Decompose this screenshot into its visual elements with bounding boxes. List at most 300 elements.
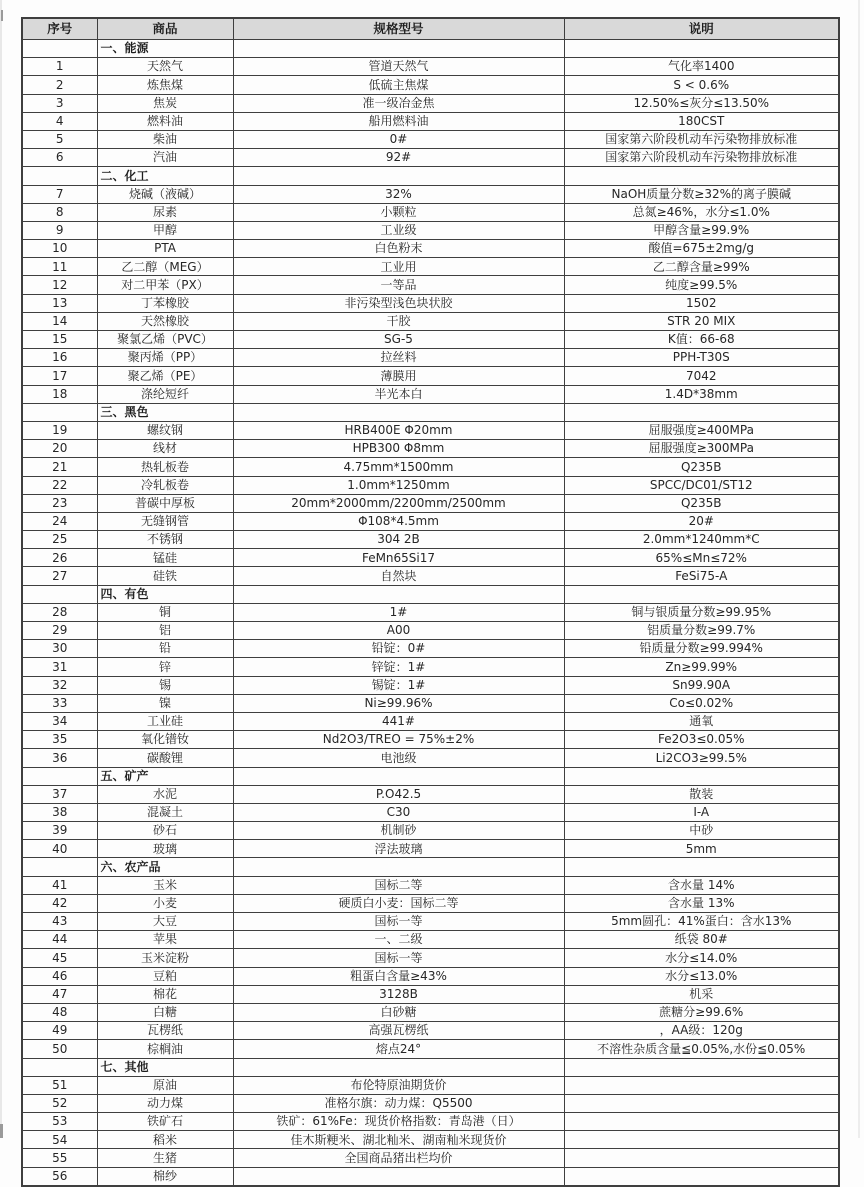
commodity-cell: 线材 bbox=[97, 440, 233, 458]
section-empty-cell bbox=[22, 585, 97, 603]
section-title-cell: 五、矿产 bbox=[97, 767, 233, 785]
spec-cell: 3128B bbox=[233, 985, 564, 1003]
commodity-cell: 聚氯乙烯（PVC） bbox=[97, 331, 233, 349]
section-row bbox=[22, 1058, 839, 1076]
spec-cell: 锌锭：1# bbox=[233, 658, 564, 676]
row-number-cell: 55 bbox=[22, 1149, 97, 1167]
row-number-cell: 31 bbox=[22, 658, 97, 676]
spec-cell: 管道天然气 bbox=[233, 58, 564, 76]
commodity-cell: 小麦 bbox=[97, 894, 233, 912]
commodity-cell: 冷轧板卷 bbox=[97, 476, 233, 494]
table-row bbox=[22, 331, 839, 349]
note-cell: Sn99.90A bbox=[564, 676, 839, 694]
table-row bbox=[22, 1131, 839, 1149]
note-cell bbox=[564, 1131, 839, 1149]
row-number-cell: 34 bbox=[22, 712, 97, 730]
table-row bbox=[22, 349, 839, 367]
page-left-bottom-mark bbox=[0, 1124, 3, 1138]
commodity-cell: 稻米 bbox=[97, 1131, 233, 1149]
spec-cell: 浮法玻璃 bbox=[233, 840, 564, 858]
spec-cell: 441# bbox=[233, 712, 564, 730]
spec-cell: 国标一等 bbox=[233, 913, 564, 931]
note-cell: 含水量 14% bbox=[564, 876, 839, 894]
row-number-cell: 17 bbox=[22, 367, 97, 385]
table-row bbox=[22, 1003, 839, 1021]
row-number-cell: 32 bbox=[22, 676, 97, 694]
note-cell: 屈服强度≥400MPa bbox=[564, 421, 839, 439]
commodity-cell: 锌 bbox=[97, 658, 233, 676]
note-cell: 乙二醇含量≥99% bbox=[564, 258, 839, 276]
spec-cell: 高强瓦楞纸 bbox=[233, 1022, 564, 1040]
note-cell: K值：66-68 bbox=[564, 331, 839, 349]
note-cell bbox=[564, 1167, 839, 1186]
spec-cell: 工业用 bbox=[233, 258, 564, 276]
row-number-cell: 42 bbox=[22, 894, 97, 912]
table-row bbox=[22, 1076, 839, 1094]
spec-cell: 4.75mm*1500mm bbox=[233, 458, 564, 476]
table-row bbox=[22, 658, 839, 676]
table-row bbox=[22, 622, 839, 640]
header-serial: 序号 bbox=[22, 18, 97, 40]
section-empty-cell bbox=[22, 403, 97, 421]
row-number-cell: 46 bbox=[22, 967, 97, 985]
section-empty-cell bbox=[233, 167, 564, 185]
spec-cell: 准格尔旗：动力煤：Q5500 bbox=[233, 1094, 564, 1112]
row-number-cell: 14 bbox=[22, 312, 97, 330]
table-row bbox=[22, 258, 839, 276]
row-number-cell: 51 bbox=[22, 1076, 97, 1094]
row-number-cell: 45 bbox=[22, 949, 97, 967]
table-row bbox=[22, 385, 839, 403]
row-number-cell: 21 bbox=[22, 458, 97, 476]
spec-cell: Nd2O3/TREO = 75%±2% bbox=[233, 731, 564, 749]
spec-cell: 电池级 bbox=[233, 749, 564, 767]
note-cell: 铜与银质量分数≥99.95% bbox=[564, 603, 839, 621]
table-row bbox=[22, 1167, 839, 1186]
commodity-cell: 炼焦煤 bbox=[97, 76, 233, 94]
spec-cell bbox=[233, 1167, 564, 1186]
section-empty-cell bbox=[233, 40, 564, 58]
spec-cell: 熔点24° bbox=[233, 1040, 564, 1058]
spec-cell: 白砂糖 bbox=[233, 1003, 564, 1021]
row-number-cell: 19 bbox=[22, 421, 97, 439]
table-row bbox=[22, 1094, 839, 1112]
row-number-cell: 29 bbox=[22, 622, 97, 640]
table-row bbox=[22, 367, 839, 385]
table-header bbox=[22, 18, 839, 40]
spec-cell: 国标一等 bbox=[233, 949, 564, 967]
table-row bbox=[22, 931, 839, 949]
commodity-cell: 天然气 bbox=[97, 58, 233, 76]
spec-cell: HRB400E Φ20mm bbox=[233, 421, 564, 439]
row-number-cell: 23 bbox=[22, 494, 97, 512]
spec-cell: 布伦特原油期货价 bbox=[233, 1076, 564, 1094]
spec-cell: 工业级 bbox=[233, 221, 564, 239]
table-row bbox=[22, 276, 839, 294]
note-cell: Q235B bbox=[564, 494, 839, 512]
spec-cell: 1.0mm*1250mm bbox=[233, 476, 564, 494]
commodity-cell: 天然橡胶 bbox=[97, 312, 233, 330]
spec-cell: Φ108*4.5mm bbox=[233, 512, 564, 530]
note-cell: ，AA级：120g bbox=[564, 1022, 839, 1040]
row-number-cell: 49 bbox=[22, 1022, 97, 1040]
commodity-cell: 白糖 bbox=[97, 1003, 233, 1021]
spec-cell: 铅锭：0# bbox=[233, 640, 564, 658]
spec-cell: 半光本白 bbox=[233, 385, 564, 403]
note-cell: 甲醇含量≥99.9% bbox=[564, 221, 839, 239]
table-row bbox=[22, 130, 839, 148]
spec-cell: 1# bbox=[233, 603, 564, 621]
commodity-cell: 棉花 bbox=[97, 985, 233, 1003]
note-cell bbox=[564, 1094, 839, 1112]
commodity-cell: 瓦楞纸 bbox=[97, 1022, 233, 1040]
spec-cell: 锡锭：1# bbox=[233, 676, 564, 694]
spec-cell: 白色粉末 bbox=[233, 240, 564, 258]
row-number-cell: 16 bbox=[22, 349, 97, 367]
commodity-cell: 铅 bbox=[97, 640, 233, 658]
commodity-cell: 锰硅 bbox=[97, 549, 233, 567]
commodity-cell: 硅铁 bbox=[97, 567, 233, 585]
header-note: 说明 bbox=[564, 18, 839, 40]
section-title-cell: 四、有色 bbox=[97, 585, 233, 603]
row-number-cell: 2 bbox=[22, 76, 97, 94]
commodity-cell: 棉纱 bbox=[97, 1167, 233, 1186]
spec-cell: 一等品 bbox=[233, 276, 564, 294]
commodity-cell: 聚乙烯（PE） bbox=[97, 367, 233, 385]
row-number-cell: 53 bbox=[22, 1113, 97, 1131]
row-number-cell: 12 bbox=[22, 276, 97, 294]
table-row bbox=[22, 512, 839, 530]
commodity-cell: 混凝土 bbox=[97, 803, 233, 821]
spec-cell: C30 bbox=[233, 803, 564, 821]
table-row bbox=[22, 603, 839, 621]
commodity-cell: 玻璃 bbox=[97, 840, 233, 858]
commodity-cell: 水泥 bbox=[97, 785, 233, 803]
spec-cell: 自然块 bbox=[233, 567, 564, 585]
section-row bbox=[22, 403, 839, 421]
row-number-cell: 20 bbox=[22, 440, 97, 458]
commodity-cell: 玉米 bbox=[97, 876, 233, 894]
note-cell: PPH-T30S bbox=[564, 349, 839, 367]
row-number-cell: 25 bbox=[22, 531, 97, 549]
row-number-cell: 15 bbox=[22, 331, 97, 349]
table-row bbox=[22, 458, 839, 476]
note-cell: Zn≥99.99% bbox=[564, 658, 839, 676]
note-cell: 纸袋 80# bbox=[564, 931, 839, 949]
spec-cell: FeMn65Si17 bbox=[233, 549, 564, 567]
commodity-cell: 燃料油 bbox=[97, 112, 233, 130]
row-number-cell: 43 bbox=[22, 913, 97, 931]
note-cell: 酸值=675±2mg/g bbox=[564, 240, 839, 258]
table-row bbox=[22, 894, 839, 912]
note-cell: Co≤0.02% bbox=[564, 694, 839, 712]
note-cell: 1502 bbox=[564, 294, 839, 312]
commodity-cell: 螺纹钢 bbox=[97, 421, 233, 439]
table-row bbox=[22, 985, 839, 1003]
note-cell: 5mm bbox=[564, 840, 839, 858]
note-cell: 1.4D*38mm bbox=[564, 385, 839, 403]
commodity-cell: 焦炭 bbox=[97, 94, 233, 112]
note-cell: 65%≤Mn≤72% bbox=[564, 549, 839, 567]
note-cell: 含水量 13% bbox=[564, 894, 839, 912]
section-empty-cell bbox=[233, 767, 564, 785]
row-number-cell: 10 bbox=[22, 240, 97, 258]
spec-cell: Ni≥99.96% bbox=[233, 694, 564, 712]
section-empty-cell bbox=[22, 767, 97, 785]
section-empty-cell bbox=[22, 40, 97, 58]
note-cell: 通氧 bbox=[564, 712, 839, 730]
section-empty-cell bbox=[233, 585, 564, 603]
header-commodity: 商品 bbox=[97, 18, 233, 40]
commodity-cell: 苹果 bbox=[97, 931, 233, 949]
table-row bbox=[22, 712, 839, 730]
table-row bbox=[22, 731, 839, 749]
section-empty-cell bbox=[233, 858, 564, 876]
section-row bbox=[22, 40, 839, 58]
commodity-spec-table bbox=[21, 17, 840, 1187]
commodity-cell: 烧碱（液碱） bbox=[97, 185, 233, 203]
row-number-cell: 39 bbox=[22, 822, 97, 840]
table-row bbox=[22, 76, 839, 94]
row-number-cell: 52 bbox=[22, 1094, 97, 1112]
spec-cell: 20mm*2000mm/2200mm/2500mm bbox=[233, 494, 564, 512]
table-row bbox=[22, 294, 839, 312]
spec-cell: P.O42.5 bbox=[233, 785, 564, 803]
commodity-cell: PTA bbox=[97, 240, 233, 258]
note-cell: NaOH质量分数≥32%的离子膜碱 bbox=[564, 185, 839, 203]
table-row bbox=[22, 1149, 839, 1167]
row-number-cell: 24 bbox=[22, 512, 97, 530]
table-row bbox=[22, 440, 839, 458]
spec-cell: 准一级冶金焦 bbox=[233, 94, 564, 112]
section-row bbox=[22, 858, 839, 876]
row-number-cell: 4 bbox=[22, 112, 97, 130]
section-empty-cell bbox=[564, 1058, 839, 1076]
note-cell: 国家第六阶段机动车污染物排放标准 bbox=[564, 130, 839, 148]
commodity-cell: 铁矿石 bbox=[97, 1113, 233, 1131]
commodity-cell: 聚丙烯（PP） bbox=[97, 349, 233, 367]
spec-cell: 粗蛋白含量≥43% bbox=[233, 967, 564, 985]
section-empty-cell bbox=[22, 167, 97, 185]
section-empty-cell bbox=[564, 167, 839, 185]
row-number-cell: 5 bbox=[22, 130, 97, 148]
commodity-cell: 热轧板卷 bbox=[97, 458, 233, 476]
note-cell: 不溶性杂质含量≦0.05%,水份≦0.05% bbox=[564, 1040, 839, 1058]
note-cell: 屈服强度≥300MPa bbox=[564, 440, 839, 458]
table-row bbox=[22, 112, 839, 130]
commodity-cell: 氧化镨钕 bbox=[97, 731, 233, 749]
section-title-cell: 六、农产品 bbox=[97, 858, 233, 876]
row-number-cell: 38 bbox=[22, 803, 97, 821]
note-cell: 5mm圆孔：41%蛋白：含水13% bbox=[564, 913, 839, 931]
commodity-cell: 涤纶短纤 bbox=[97, 385, 233, 403]
row-number-cell: 35 bbox=[22, 731, 97, 749]
spec-cell: HPB300 Φ8mm bbox=[233, 440, 564, 458]
commodity-cell: 丁苯橡胶 bbox=[97, 294, 233, 312]
spec-cell: 92# bbox=[233, 149, 564, 167]
section-title-cell: 一、能源 bbox=[97, 40, 233, 58]
spec-cell: 全国商品猪出栏均价 bbox=[233, 1149, 564, 1167]
row-number-cell: 28 bbox=[22, 603, 97, 621]
table-row bbox=[22, 94, 839, 112]
spec-cell: A00 bbox=[233, 622, 564, 640]
spec-cell: 32% bbox=[233, 185, 564, 203]
commodity-cell: 甲醇 bbox=[97, 221, 233, 239]
table-row bbox=[22, 785, 839, 803]
section-title-cell: 二、化工 bbox=[97, 167, 233, 185]
table-row bbox=[22, 1040, 839, 1058]
section-title-cell: 三、黑色 bbox=[97, 403, 233, 421]
commodity-cell: 动力煤 bbox=[97, 1094, 233, 1112]
note-cell: S < 0.6% bbox=[564, 76, 839, 94]
table-row bbox=[22, 421, 839, 439]
header-spec: 规格型号 bbox=[233, 18, 564, 40]
spec-cell: 国标二等 bbox=[233, 876, 564, 894]
note-cell: FeSi75-A bbox=[564, 567, 839, 585]
commodity-cell: 对二甲苯（PX） bbox=[97, 276, 233, 294]
spec-cell: 硬质白小麦：国标二等 bbox=[233, 894, 564, 912]
note-cell: 水分≤14.0% bbox=[564, 949, 839, 967]
row-number-cell: 36 bbox=[22, 749, 97, 767]
table-row bbox=[22, 185, 839, 203]
table-row bbox=[22, 149, 839, 167]
page-left-edge-line bbox=[0, 0, 2, 1138]
note-cell: 2.0mm*1240mm*C bbox=[564, 531, 839, 549]
spec-cell: 拉丝料 bbox=[233, 349, 564, 367]
table-row bbox=[22, 840, 839, 858]
table-row bbox=[22, 822, 839, 840]
note-cell: 180CST bbox=[564, 112, 839, 130]
row-number-cell: 11 bbox=[22, 258, 97, 276]
spec-cell: 薄膜用 bbox=[233, 367, 564, 385]
section-row bbox=[22, 767, 839, 785]
header-row bbox=[22, 18, 839, 40]
note-cell: 铝质量分数≥99.7% bbox=[564, 622, 839, 640]
row-number-cell: 8 bbox=[22, 203, 97, 221]
commodity-cell: 乙二醇（MEG） bbox=[97, 258, 233, 276]
commodity-cell: 大豆 bbox=[97, 913, 233, 931]
row-number-cell: 6 bbox=[22, 149, 97, 167]
row-number-cell: 50 bbox=[22, 1040, 97, 1058]
note-cell: Q235B bbox=[564, 458, 839, 476]
spec-cell: 佳木斯粳米、湖北籼米、湖南籼米现货价 bbox=[233, 1131, 564, 1149]
row-number-cell: 40 bbox=[22, 840, 97, 858]
table-row bbox=[22, 240, 839, 258]
row-number-cell: 26 bbox=[22, 549, 97, 567]
spec-cell: 304 2B bbox=[233, 531, 564, 549]
section-empty-cell bbox=[564, 40, 839, 58]
commodity-cell: 镍 bbox=[97, 694, 233, 712]
row-number-cell: 44 bbox=[22, 931, 97, 949]
section-title-cell: 七、其他 bbox=[97, 1058, 233, 1076]
commodity-cell: 棕榈油 bbox=[97, 1040, 233, 1058]
row-number-cell: 18 bbox=[22, 385, 97, 403]
note-cell: 气化率1400 bbox=[564, 58, 839, 76]
commodity-cell: 碳酸锂 bbox=[97, 749, 233, 767]
section-empty-cell bbox=[564, 585, 839, 603]
note-cell: 7042 bbox=[564, 367, 839, 385]
note-cell: Fe2O3≤0.05% bbox=[564, 731, 839, 749]
table-row bbox=[22, 221, 839, 239]
note-cell: 铅质量分数≥99.994% bbox=[564, 640, 839, 658]
table-row bbox=[22, 640, 839, 658]
note-cell: 蔗糖分≥99.6% bbox=[564, 1003, 839, 1021]
spec-cell: 低硫主焦煤 bbox=[233, 76, 564, 94]
section-empty-cell bbox=[22, 1058, 97, 1076]
spec-cell: 小颗粒 bbox=[233, 203, 564, 221]
table-row bbox=[22, 531, 839, 549]
commodity-cell: 普碳中厚板 bbox=[97, 494, 233, 512]
commodity-cell: 原油 bbox=[97, 1076, 233, 1094]
commodity-cell: 砂石 bbox=[97, 822, 233, 840]
table-row bbox=[22, 676, 839, 694]
table-row bbox=[22, 803, 839, 821]
note-cell bbox=[564, 1113, 839, 1131]
commodity-cell: 玉米淀粉 bbox=[97, 949, 233, 967]
row-number-cell: 56 bbox=[22, 1167, 97, 1186]
table-row bbox=[22, 203, 839, 221]
spec-cell: 0# bbox=[233, 130, 564, 148]
commodity-cell: 无缝钢管 bbox=[97, 512, 233, 530]
table-row bbox=[22, 1113, 839, 1131]
spec-cell: 船用燃料油 bbox=[233, 112, 564, 130]
note-cell: STR 20 MIX bbox=[564, 312, 839, 330]
commodity-cell: 豆粕 bbox=[97, 967, 233, 985]
section-row bbox=[22, 585, 839, 603]
spec-cell: 铁矿：61%Fe：现货价格指数：青岛港（日） bbox=[233, 1113, 564, 1131]
section-empty-cell bbox=[564, 403, 839, 421]
table-row bbox=[22, 1022, 839, 1040]
page-left-top-mark bbox=[1, 10, 3, 21]
table-row bbox=[22, 694, 839, 712]
row-number-cell: 41 bbox=[22, 876, 97, 894]
row-number-cell: 48 bbox=[22, 1003, 97, 1021]
table-row bbox=[22, 876, 839, 894]
table-row bbox=[22, 476, 839, 494]
spec-cell: 非污染型浅色块状胶 bbox=[233, 294, 564, 312]
table-row bbox=[22, 749, 839, 767]
commodity-cell: 汽油 bbox=[97, 149, 233, 167]
note-cell: 12.50%≤灰分≤13.50% bbox=[564, 94, 839, 112]
section-empty-cell bbox=[233, 1058, 564, 1076]
note-cell: 水分≤13.0% bbox=[564, 967, 839, 985]
commodity-cell: 尿素 bbox=[97, 203, 233, 221]
section-empty-cell bbox=[22, 858, 97, 876]
table-row bbox=[22, 913, 839, 931]
spec-cell: 一、二级 bbox=[233, 931, 564, 949]
table-row bbox=[22, 967, 839, 985]
note-cell: 中砂 bbox=[564, 822, 839, 840]
note-cell bbox=[564, 1076, 839, 1094]
commodity-cell: 不锈钢 bbox=[97, 531, 233, 549]
section-row bbox=[22, 167, 839, 185]
note-cell: 机采 bbox=[564, 985, 839, 1003]
table-row bbox=[22, 58, 839, 76]
note-cell: I-A bbox=[564, 803, 839, 821]
row-number-cell: 37 bbox=[22, 785, 97, 803]
section-empty-cell bbox=[233, 403, 564, 421]
table-row bbox=[22, 549, 839, 567]
row-number-cell: 9 bbox=[22, 221, 97, 239]
note-cell bbox=[564, 1149, 839, 1167]
row-number-cell: 1 bbox=[22, 58, 97, 76]
section-empty-cell bbox=[564, 767, 839, 785]
note-cell: 散装 bbox=[564, 785, 839, 803]
table-row bbox=[22, 494, 839, 512]
spec-cell: 干胶 bbox=[233, 312, 564, 330]
row-number-cell: 30 bbox=[22, 640, 97, 658]
note-cell: 国家第六阶段机动车污染物排放标准 bbox=[564, 149, 839, 167]
